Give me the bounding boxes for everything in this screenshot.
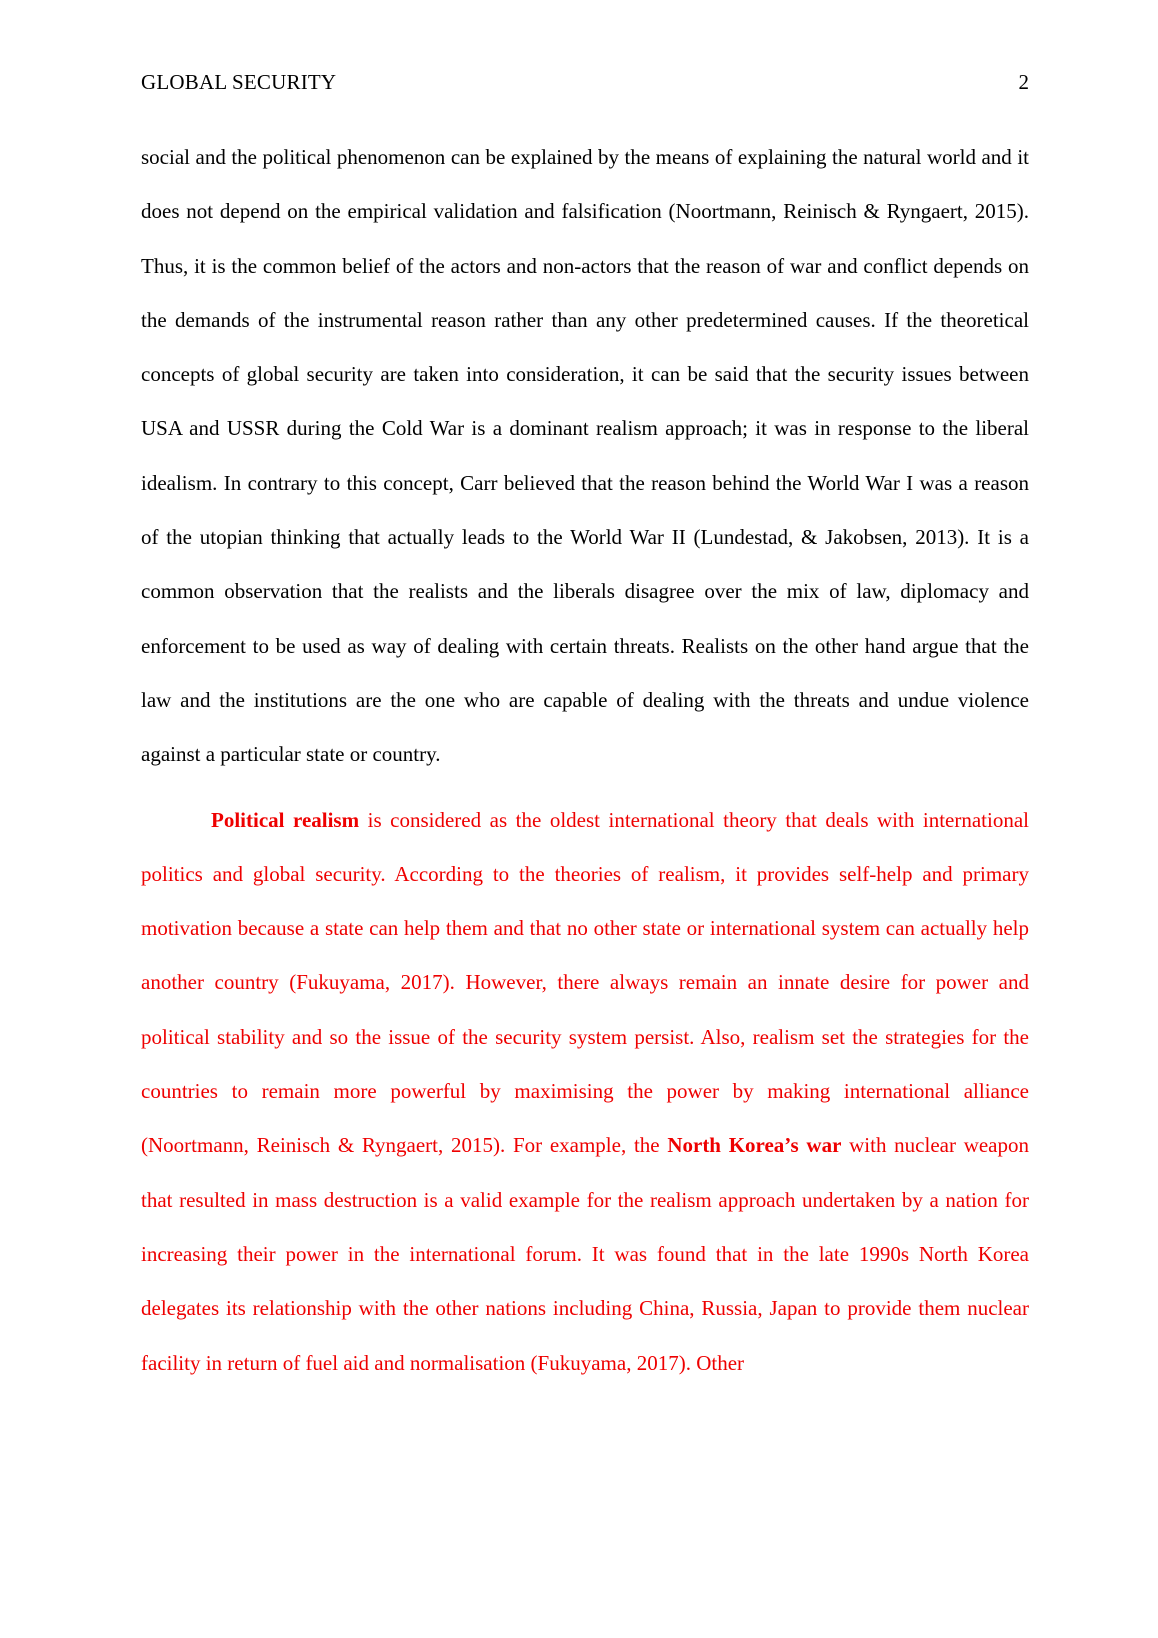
paragraph-2-bold-mid: North Korea’s war bbox=[667, 1133, 842, 1158]
running-header bbox=[141, 67, 1029, 97]
paragraph-2-bold-lead: Political realism bbox=[211, 807, 360, 832]
paragraph-1: social and the political phenomenon can be explained by the means of explaining the natural world and it does not depend on the empirical validation and falsification (Noortmann, Reinisch & Ryngaert, 2015). Thus, it is the common belief of the actors and non-actors that the reason of war and conflict depends on the demands of the instrumental reason rather than any other predetermined causes. If the theoretical concepts of global security are taken into consideration, it can be said that the security issues between USA and USSR during the Cold War is a dominant realism approach; it was in response to the liberal idealism. In contrary to this concept, Carr believed that the reason behind the World War I was a reason of the utopian thinking that actually leads to the World War II (Lundestad, & Jakobsen, 2013). It is a common observation that the realists and the liberals disagree over the mix of law, diplomacy and enforcement to be used as way of dealing with certain threats. Realists on the other hand argue that the law and the institutions are the one who are capable of dealing with the threats and undue violence against a particular state or country. bbox=[141, 145, 1029, 767]
paragraph-2-text-a: is considered as the oldest international theory that deals with international politics and global security. According to the theories of realism, it provides self-help and primary motivation because a state can help them and that no other state or international system can actually help another country (Fukuyama, 2017). However, there always remain an innate desire for power and political stability and so the issue of the security system persist. Also, realism set the strategies for the countries to remain more powerful by maximising the power by making international alliance (Noortmann, Reinisch & Ryngaert, 2015). For example, the bbox=[141, 807, 1029, 1158]
paragraph-2-text-b: with nuclear weapon that resulted in mass destruction is a valid example for the realism approach undertaken by a nation for increasing their power in the international forum. It was found that in the late 1990s North Korea delegates its relationship with the other nations including China, Russia, Japan to provide them nuclear facility in return of fuel aid and normalisation (Fukuyama, 2017). Other bbox=[141, 1133, 1029, 1375]
paragraph-2 bbox=[141, 793, 1029, 1390]
body-text bbox=[141, 130, 1029, 1390]
page-number: 2 bbox=[1018, 70, 1029, 94]
header-title: GLOBAL SECURITY bbox=[141, 70, 337, 94]
